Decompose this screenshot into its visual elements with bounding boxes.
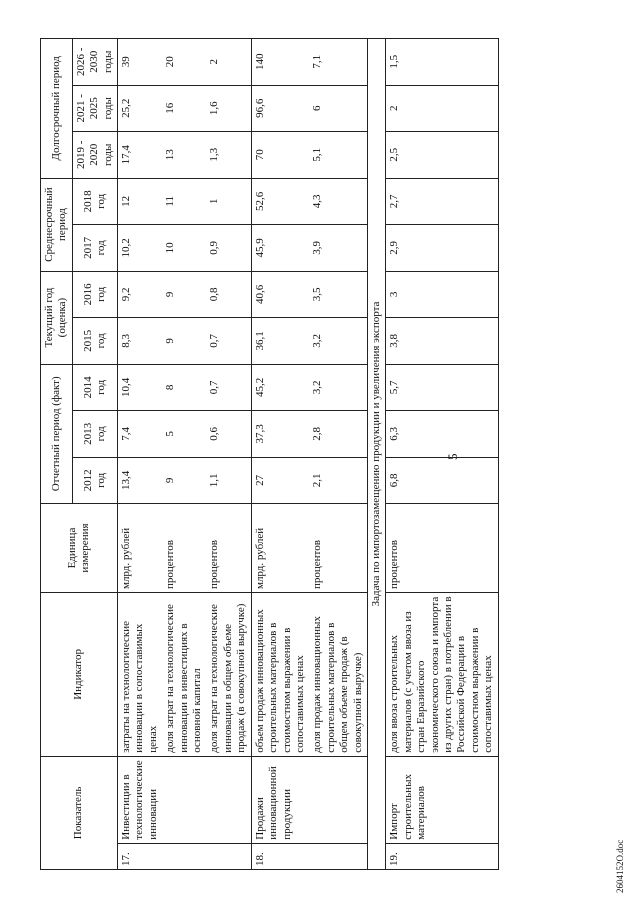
table-row xyxy=(206,39,251,870)
value-cell: 6,8 xyxy=(386,457,498,504)
header-year: 2012 год xyxy=(72,457,117,504)
header-year: 2013 год xyxy=(72,411,117,458)
group-name: Импорт строительных материалов xyxy=(386,756,498,843)
value-cell: 5,7 xyxy=(386,364,498,411)
value-cell: 2,9 xyxy=(386,225,498,272)
value-cell: 45,9 xyxy=(251,225,309,272)
value-cell: 3 xyxy=(386,271,498,318)
table-row xyxy=(309,39,367,870)
group-name: Инвестиции в технологические инновации xyxy=(118,756,163,843)
value-cell: 4,3 xyxy=(309,178,367,225)
header-year: 2018 год xyxy=(72,178,117,225)
value-cell: 17,4 xyxy=(118,132,163,179)
value-cell: 0,7 xyxy=(206,364,251,411)
value-cell: 20 xyxy=(162,39,206,86)
indicator-cell: доля продаж инновационных строительных материалов в общем объеме продаж (в совокупной выручке) xyxy=(309,593,367,757)
header-year: 2017 год xyxy=(72,225,117,272)
value-cell: 40,6 xyxy=(251,271,309,318)
value-cell: 7,4 xyxy=(118,411,163,458)
indicator-cell: затраты на технологические инновации в сопоставимых ценах xyxy=(118,593,163,757)
value-cell: 3,8 xyxy=(386,318,498,365)
header-indicator: Индикатор xyxy=(41,593,118,757)
value-cell: 7,1 xyxy=(309,39,367,86)
indicator-cell: доля затрат на технологические инновации в инвестициях в основной капитал xyxy=(162,593,206,757)
header-period-report: Отчетный период (факт) xyxy=(41,364,73,504)
value-cell: 10 xyxy=(162,225,206,272)
group-number-empty xyxy=(162,843,206,869)
value-cell: 36,1 xyxy=(251,318,309,365)
value-cell: 27 xyxy=(251,457,309,504)
value-cell: 1,1 xyxy=(206,457,251,504)
value-cell: 9,2 xyxy=(118,271,163,318)
group-number-empty xyxy=(206,843,251,869)
unit-cell: процентов xyxy=(386,504,498,593)
group-number-empty xyxy=(309,843,367,869)
value-cell: 1,5 xyxy=(386,39,498,86)
table-row xyxy=(251,39,309,870)
value-cell: 1,6 xyxy=(206,85,251,132)
value-cell: 2,8 xyxy=(309,411,367,458)
value-cell: 10,2 xyxy=(118,225,163,272)
value-cell: 0,8 xyxy=(206,271,251,318)
header-year: 2015 год xyxy=(72,318,117,365)
value-cell: 140 xyxy=(251,39,309,86)
unit-cell: млрд. рублей xyxy=(251,504,309,593)
header-period-mid: Среднесрочный период xyxy=(41,178,73,271)
group-number: 18. xyxy=(251,843,309,869)
header-period-long: Долгосрочный период xyxy=(41,39,73,179)
page-number: 5 xyxy=(445,453,460,460)
value-cell: 13,4 xyxy=(118,457,163,504)
value-cell: 1,3 xyxy=(206,132,251,179)
indicators-table xyxy=(40,38,499,870)
group-name-empty xyxy=(309,756,367,843)
indicator-cell: доля затрат на технологические инновации в общем объеме продаж (в совокупной выручке) xyxy=(206,593,251,757)
value-cell: 8 xyxy=(162,364,206,411)
header-year: 2014 год xyxy=(72,364,117,411)
value-cell: 1 xyxy=(206,178,251,225)
header-indicator-group: Показатель xyxy=(41,756,118,869)
indicator-cell: доля ввоза строительных материалов (с учетом ввоза из стран Евразийского экономического союза и импорта из других стран) в потреблении в Российской Федерации в стоимостном выражении в сопоставимых ценах xyxy=(386,593,498,757)
doc-reference: 2604152O.doc xyxy=(615,839,625,893)
value-cell: 6,3 xyxy=(386,411,498,458)
header-unit: Единица измерения xyxy=(41,504,118,593)
value-cell: 5 xyxy=(162,411,206,458)
value-cell: 11 xyxy=(162,178,206,225)
unit-cell: процентов xyxy=(206,504,251,593)
value-cell: 10,4 xyxy=(118,364,163,411)
value-cell: 45,2 xyxy=(251,364,309,411)
table-row xyxy=(118,39,163,870)
value-cell: 9 xyxy=(162,271,206,318)
value-cell: 16 xyxy=(162,85,206,132)
value-cell: 0,7 xyxy=(206,318,251,365)
value-cell: 2,1 xyxy=(309,457,367,504)
unit-cell: процентов xyxy=(309,504,367,593)
value-cell: 6 xyxy=(309,85,367,132)
header-year: 2021 - 2025 годы xyxy=(72,85,117,132)
value-cell: 52,6 xyxy=(251,178,309,225)
group-name-empty xyxy=(206,756,251,843)
value-cell: 3,9 xyxy=(309,225,367,272)
value-cell: 9 xyxy=(162,318,206,365)
table-row xyxy=(386,39,498,870)
header-year: 2019 - 2020 годы xyxy=(72,132,117,179)
value-cell: 8,3 xyxy=(118,318,163,365)
value-cell: 70 xyxy=(251,132,309,179)
header-year: 2016 год xyxy=(72,271,117,318)
group-name-empty xyxy=(162,756,206,843)
unit-cell: млрд. рублей xyxy=(118,504,163,593)
value-cell: 2,5 xyxy=(386,132,498,179)
value-cell: 0,6 xyxy=(206,411,251,458)
header-period-current: Текущий год (оценка) xyxy=(41,271,73,364)
value-cell: 13 xyxy=(162,132,206,179)
indicator-cell: объем продаж инновационных строительных материалов в стоимостном выражении в сопоставимых ценах xyxy=(251,593,309,757)
value-cell: 5,1 xyxy=(309,132,367,179)
value-cell: 3,5 xyxy=(309,271,367,318)
group-number: 19. xyxy=(386,843,498,869)
value-cell: 3,2 xyxy=(309,364,367,411)
table-row xyxy=(162,39,206,870)
group-number: 17. xyxy=(118,843,163,869)
section-title: Задача по импортозамещению продукции и увеличения экспорта xyxy=(367,39,385,870)
value-cell: 12 xyxy=(118,178,163,225)
value-cell: 2 xyxy=(206,39,251,86)
value-cell: 39 xyxy=(118,39,163,86)
value-cell: 2 xyxy=(386,85,498,132)
group-name: Продажи инновационной продукции xyxy=(251,756,309,843)
value-cell: 9 xyxy=(162,457,206,504)
header-year: 2026 - 2030 годы xyxy=(72,39,117,86)
value-cell: 25,2 xyxy=(118,85,163,132)
value-cell: 0,9 xyxy=(206,225,251,272)
value-cell: 2,7 xyxy=(386,178,498,225)
value-cell: 37,3 xyxy=(251,411,309,458)
value-cell: 3,2 xyxy=(309,318,367,365)
unit-cell: процентов xyxy=(162,504,206,593)
value-cell: 96,6 xyxy=(251,85,309,132)
